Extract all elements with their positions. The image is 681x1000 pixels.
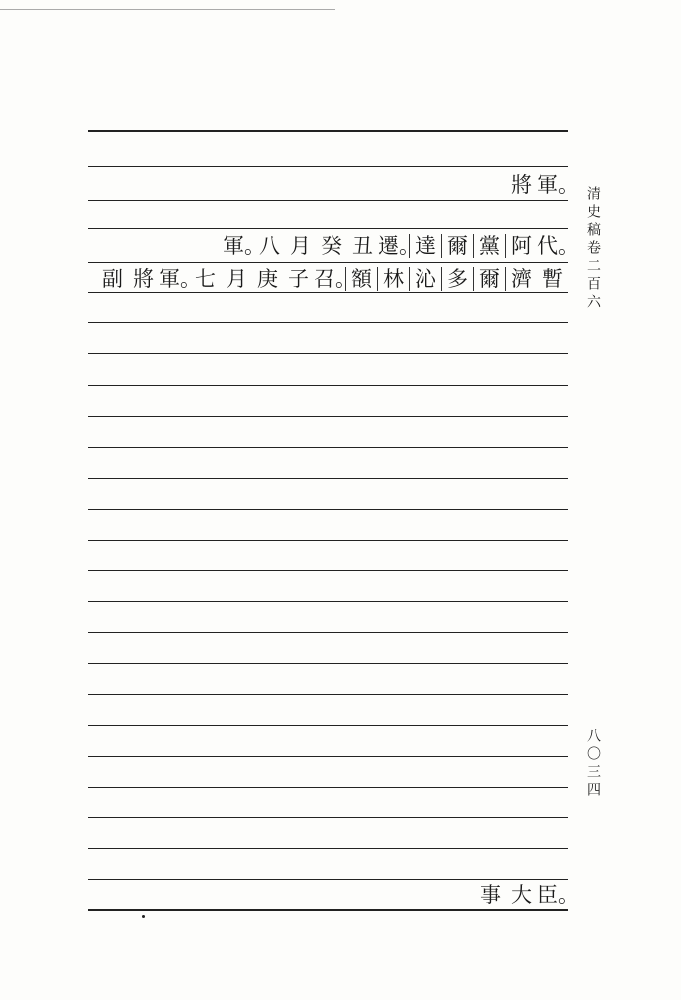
glyph: 臣。 bbox=[537, 883, 579, 907]
glyph: 沁 bbox=[409, 267, 441, 291]
glyph: 阿 bbox=[505, 234, 537, 258]
glyph: 軍。 bbox=[537, 173, 579, 197]
glyph: 大 bbox=[511, 883, 532, 907]
glyph: 軍。 bbox=[159, 267, 201, 291]
ink-speck bbox=[142, 915, 145, 918]
row-badangajingdai bbox=[223, 234, 579, 258]
glyph: 將 bbox=[133, 267, 154, 291]
glyph: 癸 bbox=[321, 234, 342, 258]
glyph: 七 bbox=[195, 267, 216, 291]
row-dachen bbox=[475, 883, 579, 907]
scan-edge bbox=[0, 9, 335, 10]
glyph: 八 bbox=[259, 234, 280, 258]
glyph: 丑 bbox=[352, 234, 373, 258]
glyph: 多 bbox=[441, 267, 473, 291]
row-jiangjun bbox=[506, 173, 579, 197]
glyph: 代。 bbox=[537, 234, 579, 258]
glyph: 遷。 bbox=[378, 234, 420, 258]
glyph: 副 bbox=[102, 267, 123, 291]
glyph: 爾 bbox=[473, 267, 505, 291]
glyph: 達 bbox=[409, 234, 441, 258]
glyph: 林 bbox=[377, 267, 409, 291]
glyph: 爾 bbox=[441, 234, 473, 258]
glyph: 事 bbox=[480, 883, 501, 907]
glyph: 軍。 bbox=[223, 234, 265, 258]
side-title: 清史稿卷二百六 bbox=[585, 186, 601, 312]
glyph: 暫 bbox=[542, 267, 563, 291]
glyph: 庚 bbox=[257, 267, 278, 291]
row-fujiangjun bbox=[97, 267, 568, 291]
glyph: 濟 bbox=[505, 267, 537, 291]
glyph: 月 bbox=[290, 234, 311, 258]
page-number: 八〇三四 bbox=[585, 728, 601, 800]
glyph: 召。 bbox=[314, 267, 356, 291]
glyph: 將 bbox=[511, 173, 532, 197]
glyph: 月 bbox=[226, 267, 247, 291]
glyph: 黨 bbox=[473, 234, 505, 258]
glyph: 子 bbox=[288, 267, 309, 291]
glyph: 額 bbox=[345, 267, 377, 291]
